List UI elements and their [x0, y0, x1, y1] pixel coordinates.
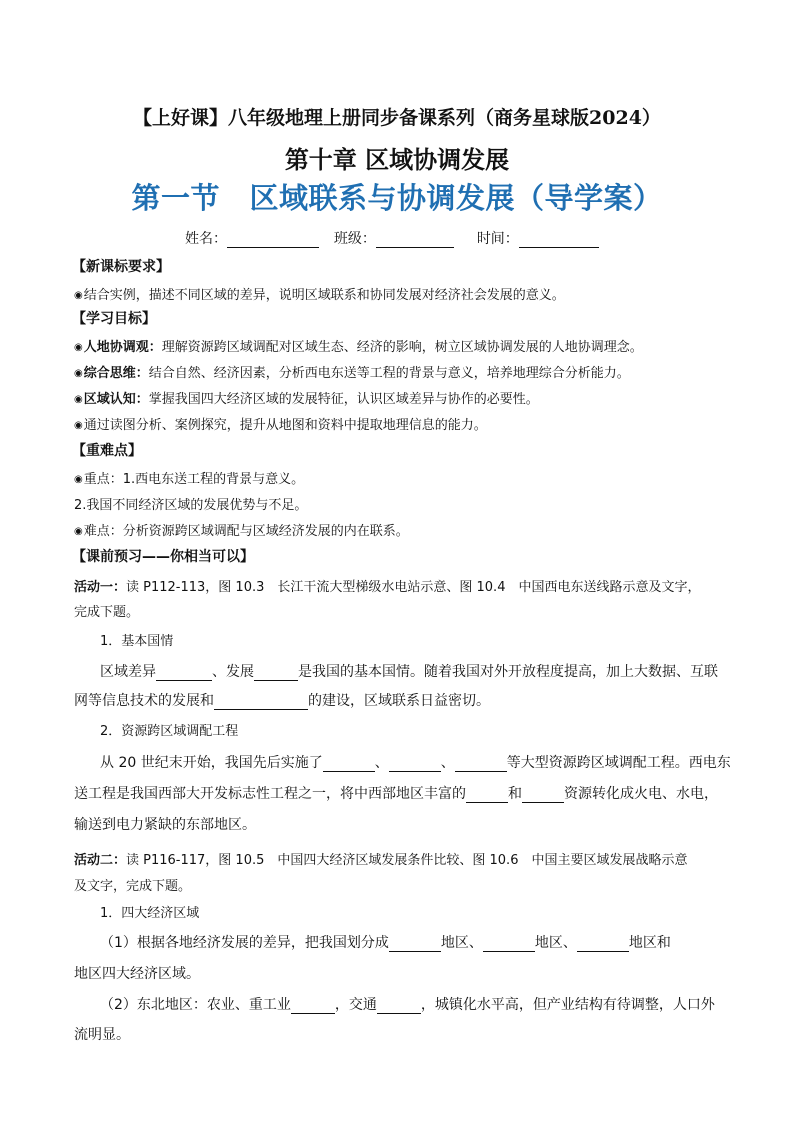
activity1-item2-title: 2．资源跨区域调配工程 [100, 724, 239, 739]
activity2-intro-cont: 及文字，完成下题。 [74, 879, 192, 894]
standards-text: ◉结合实例，描述不同区域的差异，说明区域联系和协同发展对经济社会发展的意义。 [74, 288, 565, 303]
objective-item: ◉区域认知：掌握我国四大经济区域的发展特征，认识区域差异与协作的必要性。 [74, 392, 539, 407]
fill-blank[interactable] [291, 999, 335, 1014]
time-label: 时间： [476, 231, 519, 247]
fill-blank[interactable] [377, 999, 421, 1014]
bullet-icon: ◉ [74, 290, 83, 301]
activity2-question2: （2）东北地区：农业、重工业 ，交通 ，城镇化水平高，但产业结构有待调整，人口外 [100, 997, 715, 1013]
bullet-icon: ◉ [74, 394, 83, 405]
objective-item: ◉通过读图分析、案例探究，提升从地图和资料中提取地理信息的能力。 [74, 418, 487, 433]
focus-item-2: 2.我国不同经济区域的发展优势与不足。 [74, 498, 308, 513]
fill-blank[interactable] [214, 695, 308, 710]
section-title: 第一节 区域联系与协调发展（导学案） [131, 181, 663, 215]
fill-blank[interactable] [455, 757, 507, 772]
bullet-icon: ◉ [74, 526, 83, 537]
activity2-item1-title: 1．四大经济区域 [100, 906, 200, 921]
fill-blank[interactable] [389, 757, 441, 772]
objective-item: ◉综合思维：结合自然、经济因素，分析西电东送等工程的背景与意义，培养地理综合分析能力。 [74, 366, 630, 381]
activity1-item1-para-cont: 网等信息技术的发展和 的建设，区域联系日益密切。 [74, 693, 490, 709]
standards-heading: 【新课标要求】 [72, 259, 170, 275]
activity1-item2-para: 从 20 世纪末开始，我国先后实施了 、 、 等大型资源跨区域调配工程。西电东 [100, 755, 731, 771]
chapter-title: 第十章 区域协调发展 [284, 146, 510, 174]
activity1-item1-para: 区域差异 、发展 是我国的基本国情。随着我国对外开放程度提高，加上大数据、互联 [100, 664, 718, 680]
fill-blank[interactable] [522, 788, 564, 803]
objective-item: ◉人地协调观：理解资源跨区域调配对区域生态、经济的影响，树立区域协调发展的人地协调理念。 [74, 340, 643, 355]
series-title: 【上好课】八年级地理上册同步备课系列（商务星球版2024） [133, 107, 661, 129]
fill-blank[interactable] [389, 937, 441, 952]
activity2-question2-cont: 流明显。 [74, 1027, 130, 1043]
fill-blank[interactable] [577, 937, 629, 952]
objectives-heading: 【学习目标】 [72, 311, 156, 327]
class-label: 班级： [333, 231, 376, 247]
activity2-intro: 活动二：读 P116-117，图 10.5 中国四大经济区域发展条件比较、图 10.6 中国主要区域发展战略示意 [74, 853, 688, 868]
activity1-item2-para-cont: 送工程是我国西部大开发标志性工程之一，将中西部地区丰富的 和 资源转化成火电、水电， [74, 786, 718, 802]
bullet-icon: ◉ [74, 420, 83, 431]
focus-item: ◉重点：1.西电东送工程的背景与意义。 [74, 472, 305, 487]
fill-blank[interactable] [156, 666, 212, 681]
bullet-icon: ◉ [74, 342, 83, 353]
name-field[interactable] [227, 233, 319, 248]
fill-blank[interactable] [254, 666, 298, 681]
activity2-question1-cont: 地区四大经济区域。 [74, 966, 200, 982]
bullet-icon: ◉ [74, 368, 83, 379]
activity1-intro: 活动一：读 P112-113，图 10.3 长江干流大型梯级水电站示意、图 10.4 中国西电东送线路示意及文字， [74, 580, 701, 595]
activity1-intro-cont: 完成下题。 [74, 605, 140, 620]
bullet-icon: ◉ [74, 474, 83, 485]
fill-blank[interactable] [483, 937, 535, 952]
preview-heading: 【课前预习——你相当可以】 [72, 549, 254, 565]
activity1-item2-para-end: 输送到电力紧缺的东部地区。 [74, 817, 256, 833]
name-bar [185, 228, 599, 248]
activity1-item1-title: 1．基本国情 [100, 634, 174, 649]
time-field[interactable] [519, 233, 599, 248]
name-label: 姓名： [185, 231, 227, 247]
key-points-heading: 【重难点】 [72, 443, 142, 459]
fill-blank[interactable] [466, 788, 508, 803]
class-field[interactable] [376, 233, 454, 248]
fill-blank[interactable] [323, 757, 375, 772]
difficulty-item: ◉难点：分析资源跨区域调配与区域经济发展的内在联系。 [74, 524, 409, 539]
activity2-question1: （1）根据各地经济发展的差异，把我国划分成 地区、 地区、 地区和 [100, 935, 671, 951]
